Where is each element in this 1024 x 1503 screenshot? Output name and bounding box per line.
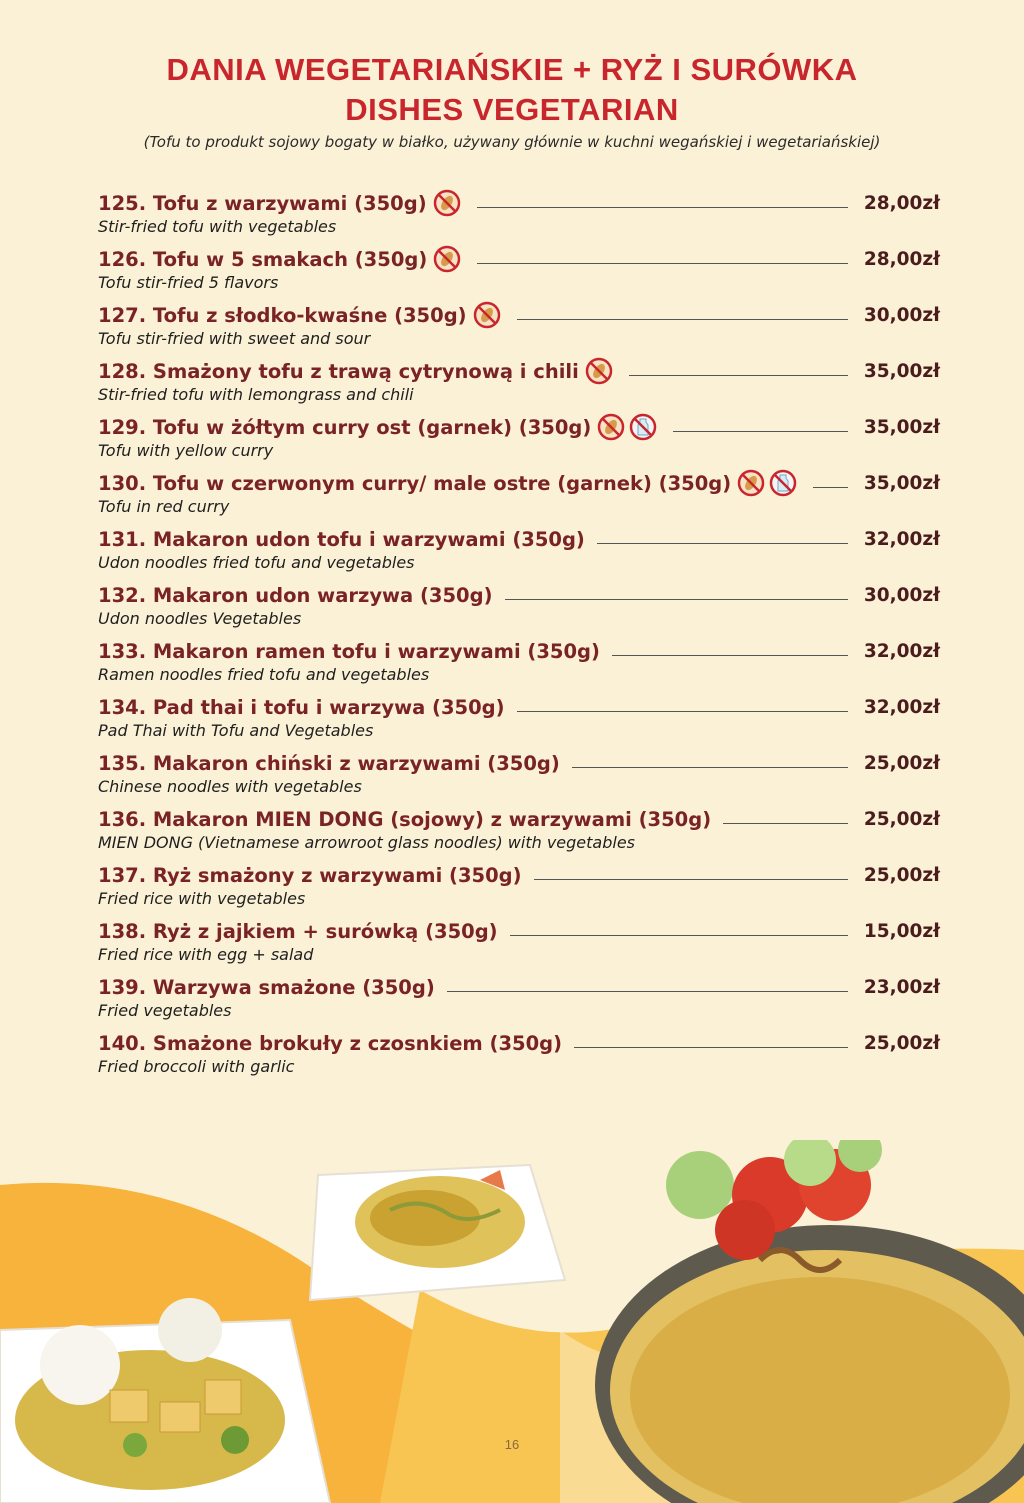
menu-item-name: 138. Ryż z jajkiem + surówką (350g)	[98, 919, 498, 943]
menu-item-price: 15,00zł	[863, 920, 940, 942]
menu-item-name: 137. Ryż smażony z warzywami (350g)	[98, 863, 522, 887]
menu-item	[98, 522, 940, 578]
menu-item-price: 25,00zł	[863, 1032, 940, 1054]
menu-item-description: Tofu stir-fried with sweet and sour	[98, 329, 371, 348]
dotted-leader	[574, 1047, 848, 1048]
menu-item-price: 28,00zł	[863, 248, 940, 270]
menu-item	[98, 578, 940, 634]
dotted-leader	[673, 431, 848, 432]
menu-item-price: 30,00zł	[863, 584, 940, 606]
no-peanut-icon	[737, 469, 765, 497]
menu-item-name: 133. Makaron ramen tofu i warzywami (350g)	[98, 639, 600, 663]
dotted-leader	[629, 375, 848, 376]
tofu-curry-plate-photo	[0, 1298, 330, 1503]
menu-item-description: Fried rice with egg + salad	[98, 945, 314, 964]
menu-item-description: Udon noodles fried tofu and vegetables	[98, 553, 415, 572]
menu-item-name: 135. Makaron chiński z warzywami (350g)	[98, 751, 560, 775]
menu-item	[98, 410, 940, 466]
menu-item-name: 127. Tofu z słodko-kwaśne (350g)	[98, 303, 467, 327]
menu-item	[98, 1026, 940, 1082]
menu-item-description: Fried broccoli with garlic	[98, 1057, 295, 1076]
no-peanut-icon	[433, 189, 461, 217]
page-subtitle-english: DISHES VEGETARIAN	[345, 92, 679, 127]
menu-item-price: 32,00zł	[863, 696, 940, 718]
menu-item-name: 136. Makaron MIEN DONG (sojowy) z warzywami (350g)	[98, 807, 712, 831]
menu-item-price: 23,00zł	[863, 976, 940, 998]
no-milk-icon	[629, 413, 657, 441]
noodle-plate-photo	[310, 1165, 565, 1300]
fried-rice-bowl-photo	[595, 1140, 1024, 1503]
menu-item	[98, 690, 940, 746]
no-peanut-icon	[473, 301, 501, 329]
menu-item-name: 128. Smażony tofu z trawą cytrynową i chili	[98, 359, 579, 383]
no-milk-icon	[769, 469, 797, 497]
menu-item	[98, 186, 940, 242]
menu-item	[98, 914, 940, 970]
page-title: DANIA WEGETARIAŃSKIE + RYŻ I SURÓWKA	[166, 52, 858, 87]
menu-item-price: 25,00zł	[863, 752, 940, 774]
menu-item-description: Fried rice with vegetables	[98, 889, 306, 908]
menu-item-price: 35,00zł	[863, 416, 940, 438]
menu-item-name: 129. Tofu w żółtym curry ost (garnek) (350g)	[98, 415, 592, 439]
page-number: 16	[504, 1437, 520, 1452]
menu-item-price: 25,00zł	[863, 808, 940, 830]
menu-item-description: MIEN DONG (Vietnamese arrowroot glass noodles) with vegetables	[98, 833, 635, 852]
menu-item	[98, 242, 940, 298]
dotted-leader	[612, 655, 848, 656]
menu-item	[98, 970, 940, 1026]
menu-item-description: Pad Thai with Tofu and Vegetables	[98, 721, 374, 740]
menu-item-price: 25,00zł	[863, 864, 940, 886]
dotted-leader	[517, 711, 848, 712]
no-peanut-icon	[433, 245, 461, 273]
menu-item-price: 35,00zł	[863, 472, 940, 494]
menu-item-price: 32,00zł	[863, 528, 940, 550]
menu-item	[98, 466, 940, 522]
menu-item-name: 130. Tofu w czerwonym curry/ male ostre (garnek) (350g)	[98, 471, 732, 495]
dotted-leader	[572, 767, 848, 768]
menu-item	[98, 634, 940, 690]
menu-item-description: Chinese noodles with vegetables	[98, 777, 362, 796]
menu-list	[98, 186, 940, 1082]
menu-item-price: 32,00zł	[863, 640, 940, 662]
no-peanut-icon	[597, 413, 625, 441]
tofu-note: (Tofu to produkt sojowy bogaty w białko, używany głównie w kuchni wegańskiej i wegetariańskiej)	[143, 133, 881, 151]
menu-item-description: Stir-fried tofu with lemongrass and chili	[98, 385, 414, 404]
menu-item-name: 140. Smażone brokuły z czosnkiem (350g)	[98, 1031, 563, 1055]
menu-item-description: Tofu in red curry	[98, 497, 230, 516]
menu-item-name: 131. Makaron udon tofu i warzywami (350g)	[98, 527, 585, 551]
menu-item-name: 139. Warzywa smażone (350g)	[98, 975, 435, 999]
menu-item-description: Tofu with yellow curry	[98, 441, 274, 460]
menu-item-price: 28,00zł	[863, 192, 940, 214]
menu-item-description: Stir-fried tofu with vegetables	[98, 217, 337, 236]
dotted-leader	[813, 487, 848, 488]
menu-item	[98, 354, 940, 410]
menu-item	[98, 858, 940, 914]
menu-item	[98, 298, 940, 354]
dotted-leader	[447, 991, 848, 992]
menu-item-price: 30,00zł	[863, 304, 940, 326]
dotted-leader	[723, 823, 848, 824]
menu-item-price: 35,00zł	[863, 360, 940, 382]
menu-item-description: Udon noodles Vegetables	[98, 609, 302, 628]
dotted-leader	[477, 263, 848, 264]
menu-item	[98, 802, 940, 858]
menu-item-name: 132. Makaron udon warzywa (350g)	[98, 583, 493, 607]
dotted-leader	[517, 319, 848, 320]
menu-item-name: 126. Tofu w 5 smakach (350g)	[98, 247, 428, 271]
dotted-leader	[477, 207, 848, 208]
menu-item-description: Tofu stir-fried 5 flavors	[98, 273, 279, 292]
menu-item	[98, 746, 940, 802]
dotted-leader	[597, 543, 848, 544]
no-peanut-icon	[585, 357, 613, 385]
dotted-leader	[510, 935, 848, 936]
menu-item-description: Ramen noodles fried tofu and vegetables	[98, 665, 430, 684]
dotted-leader	[505, 599, 848, 600]
menu-item-name: 134. Pad thai i tofu i warzywa (350g)	[98, 695, 505, 719]
menu-item-description: Fried vegetables	[98, 1001, 232, 1020]
menu-item-name: 125. Tofu z warzywami (350g)	[98, 191, 427, 215]
dotted-leader	[534, 879, 848, 880]
